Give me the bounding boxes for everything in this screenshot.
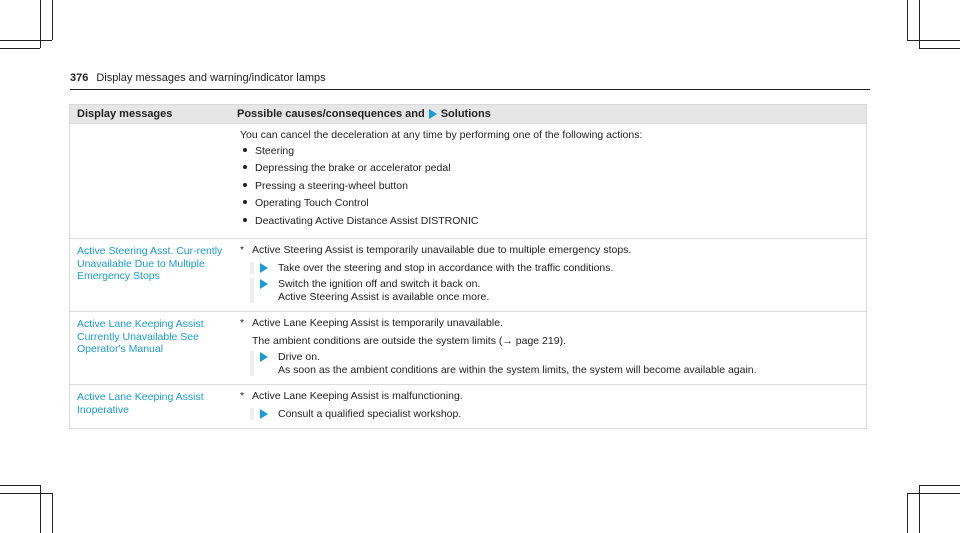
crop-mark [919, 485, 960, 486]
asterisk: * [240, 244, 245, 256]
arrow-right-icon [429, 109, 437, 119]
table-row [70, 123, 866, 238]
table-row [70, 311, 866, 384]
step-line: Switch the ignition off and switch it back on. [278, 278, 481, 290]
cause-line [240, 317, 858, 330]
crop-mark [907, 493, 908, 533]
message-cell: Active Steering Asst. Cur-rently Unavailable Due to Multiple Emergency Stops [77, 245, 223, 282]
bullet-text: Depressing the brake or accelerator pedal [255, 162, 451, 174]
intro-text: You can cancel the deceleration at any time by performing one of the following actions: [240, 129, 643, 141]
page-header [70, 72, 870, 86]
bullet-icon [243, 183, 247, 187]
crop-mark [0, 493, 52, 494]
page-number: 376 [70, 72, 89, 84]
arrow-right-icon [260, 409, 268, 419]
crop-mark [0, 48, 40, 49]
step-text [278, 278, 489, 303]
cause-text-2: The ambient conditions are outside the system limits (→ page 219). [252, 334, 566, 347]
bullet-text: Operating Touch Control [255, 197, 369, 209]
solution-cell [230, 239, 866, 311]
col-header-messages: Display messages [77, 108, 173, 120]
cause-text: Active Lane Keeping Assist is temporarily unavailable. [252, 317, 503, 329]
asterisk: * [240, 317, 245, 329]
col-header-suffix: Solutions [440, 108, 491, 120]
table-header [70, 105, 866, 123]
solution-cell [230, 312, 866, 384]
cause-text: Active Steering Assist is temporarily unavailable due to multiple emergency stops. [252, 244, 632, 256]
arrow-right-icon [260, 352, 268, 362]
header-rule [70, 89, 870, 90]
step-line: Drive on. [278, 351, 321, 363]
page-title: Display messages and warning/indicator lamps [96, 72, 326, 84]
cause-line [240, 244, 858, 257]
bullet-text: Pressing a steering-wheel button [255, 179, 408, 192]
arrow-right-icon [260, 263, 268, 273]
step-text: Consult a qualified specialist workshop. [278, 407, 462, 420]
table-row [70, 384, 866, 428]
solution-step [250, 262, 858, 275]
arrow-right-icon [260, 279, 268, 289]
crop-mark [52, 493, 53, 533]
list-item [243, 180, 858, 193]
step-text [278, 351, 757, 376]
crop-mark [0, 40, 52, 41]
bullet-icon [243, 200, 247, 204]
table-row [70, 238, 866, 311]
message-cell: Active Lane Keeping Assist Currently Unavailable See Operator's Manual [77, 318, 204, 355]
cause-line [240, 390, 858, 403]
step-line: Active Steering Assist is available once more. [278, 290, 490, 303]
solution-cell [230, 124, 866, 238]
crop-mark [0, 485, 40, 486]
col-header-prefix: Possible causes/consequences and [237, 108, 425, 120]
solution-step [250, 278, 858, 303]
crop-mark [907, 40, 960, 41]
crop-mark [907, 493, 960, 494]
bullet-icon [243, 148, 247, 152]
col-header-solutions [237, 105, 491, 123]
bullet-text: Deactivating Active Distance Assist DISTRONIC [255, 214, 479, 227]
asterisk: * [240, 390, 245, 402]
step-line: As soon as the ambient conditions are within the system limits, the system will become available again. [278, 363, 757, 376]
crop-mark [919, 48, 960, 49]
cause-text: Active Lane Keeping Assist is malfunctioning. [252, 390, 463, 402]
step-text: Take over the steering and stop in accordance with the traffic conditions. [278, 261, 614, 274]
solution-step [250, 408, 858, 421]
bullet-icon [243, 218, 247, 222]
bullet-text: Steering [255, 144, 295, 157]
bullet-icon [243, 165, 247, 169]
list-item [243, 162, 858, 175]
crop-mark [907, 0, 908, 40]
message-cell: Active Lane Keeping Assist Inoperative [77, 391, 204, 416]
list-item [243, 197, 858, 210]
crop-mark [52, 0, 53, 40]
solution-cell [230, 385, 866, 428]
solution-step [250, 351, 858, 376]
list-item [243, 145, 858, 158]
list-item [243, 215, 858, 228]
message-cell [70, 124, 230, 238]
messages-table [69, 104, 867, 429]
